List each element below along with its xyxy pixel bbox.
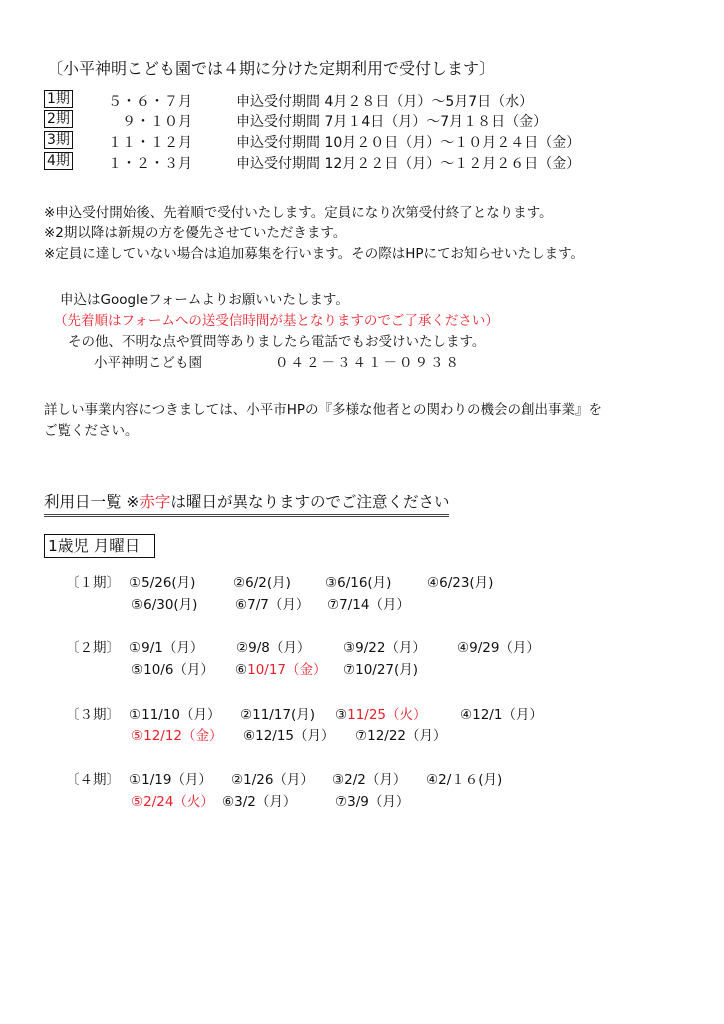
- date-item: ⑦12/22（月）: [355, 728, 447, 744]
- schedule-heading: [44, 490, 449, 517]
- period-4-label: 4期: [44, 152, 73, 170]
- date-item: ③6/16(月): [325, 575, 392, 591]
- period-1-label: 1期: [44, 90, 73, 108]
- schedule-heading-red: 赤字: [139, 493, 171, 511]
- date-item: ②11/17(月): [240, 707, 316, 723]
- contact-name: 小平神明こども園: [94, 355, 202, 371]
- schedule-heading-pre: 利用日一覧 ※: [44, 493, 140, 511]
- date-item: ⑦3/9（月）: [335, 794, 410, 810]
- period-2-months: ９・１０月: [122, 114, 192, 130]
- page-title: 〔小平神明こども園では４期に分けた定期利用で受付します〕: [47, 59, 496, 78]
- contact-line-1: 申込はGoogleフォームよりお願いいたします。: [60, 292, 349, 308]
- contact-phone: ０４２－３４１－０９３８: [275, 355, 461, 371]
- date-red: 10/17（金）: [247, 662, 327, 678]
- contact-line-2: （先着順はフォームへの送受信時間が基となりますのでご了承ください）: [54, 313, 499, 329]
- date-item: ⑤12/12（金）: [131, 728, 223, 744]
- detail-line-1: 詳しい事業内容につきましては、小平市HPの『多様な他者との関わりの機会の創出事業』を: [44, 402, 603, 418]
- period-4-months: １・２・３月: [108, 156, 192, 172]
- term-label: 〔２期〕: [66, 640, 120, 656]
- date-item: ①5/26(月): [129, 575, 196, 591]
- date-item: ①9/1（月）: [129, 640, 204, 656]
- term-label: 〔３期〕: [66, 707, 120, 723]
- date-item: ④9/29（月）: [457, 640, 540, 656]
- date-item: ①11/10（月）: [129, 707, 221, 723]
- contact-line-3: その他、不明な点や質問等ありましたら電話でもお受けいたします。: [68, 334, 486, 350]
- date-item: ①1/19（月）: [129, 772, 212, 788]
- period-3-apply: 申込受付期間 10月２０日（月）～１０月２４日（金）: [236, 135, 581, 151]
- period-4-apply: 申込受付期間 12月２２日（月）～１２月２６日（金）: [236, 156, 581, 172]
- date-item: [335, 703, 427, 723]
- date-number: ③: [335, 707, 348, 723]
- date-item: ⑤10/6（月）: [131, 662, 214, 678]
- note-2: ※2期以降は新規の方を優先させていただきます。: [44, 225, 347, 241]
- date-item: ⑦10/27(月): [343, 662, 419, 678]
- date-item: ⑥12/15（月）: [243, 728, 335, 744]
- class-label: 1歳児 月曜日: [44, 534, 155, 558]
- date-item: ⑥7/7（月）: [235, 597, 310, 613]
- date-item: ⑤2/24（火）: [131, 794, 214, 810]
- period-3-months: １１・１２月: [108, 135, 192, 151]
- period-1-apply: 申込受付期間 4月２８日（月）～5月7日（水）: [236, 94, 534, 110]
- schedule-heading-post: は曜日が異なりますのでご注意ください: [170, 493, 450, 511]
- date-item: ④12/1（月）: [460, 707, 543, 723]
- note-3: ※定員に達していない場合は追加募集を行います。その際はHPにてお知らせいたします。: [44, 246, 585, 262]
- period-1-months: ５・６・７月: [108, 94, 192, 110]
- date-item: ⑥3/2（月）: [222, 794, 297, 810]
- date-item: ③2/2（月）: [332, 772, 407, 788]
- date-red: 11/25（火）: [347, 707, 427, 723]
- date-item: ④2/１６(月): [426, 772, 503, 788]
- date-item: ⑤6/30(月): [131, 597, 198, 613]
- date-item: ④6/23(月): [427, 575, 494, 591]
- date-item: ②9/8（月）: [236, 640, 311, 656]
- period-3-label: 3期: [44, 131, 73, 149]
- term-label: 〔１期〕: [66, 575, 120, 591]
- note-1: ※申込受付開始後、先着順で受付いたします。定員になり次第受付終了となります。: [44, 205, 553, 221]
- date-item: [235, 658, 327, 678]
- term-label: 〔４期〕: [66, 772, 120, 788]
- period-2-apply: 申込受付期間 7月１4日（月）～7月１８日（金）: [236, 114, 548, 130]
- date-item: ⑦7/14（月）: [327, 597, 410, 613]
- date-number: ⑥: [235, 662, 248, 678]
- period-2-label: 2期: [44, 110, 73, 128]
- date-item: ②1/26（月）: [231, 772, 314, 788]
- date-item: ③9/22（月）: [343, 640, 426, 656]
- date-item: ②6/2(月): [233, 575, 291, 591]
- detail-line-2: ご覧ください。: [44, 423, 139, 439]
